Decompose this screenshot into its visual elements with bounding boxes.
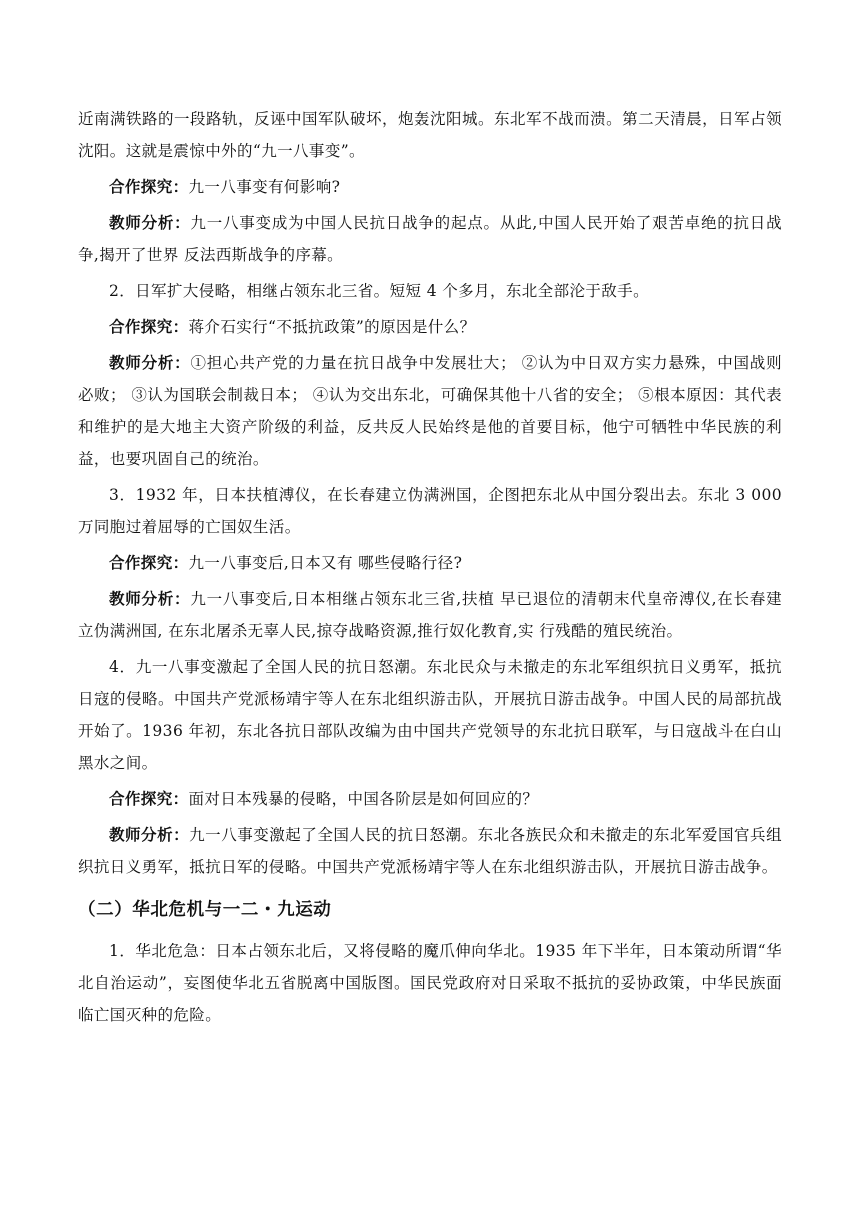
discussion-question [78, 783, 782, 815]
section-heading: （二）华北危机与一二・九运动 [78, 900, 332, 920]
paragraph-text: 九一八事变激起了全国人民的抗日怒潮。东北各族民众和未撤走的东北军爱国官兵组织抗日义勇军，抵抗日军的侵略。中国共产党派杨靖宇等人在东北组织游击队，开展抗日游击战争。 [78, 826, 782, 876]
paragraph-label: 合作探究： [109, 790, 189, 808]
teacher-analysis [78, 347, 782, 475]
teacher-analysis [78, 819, 782, 883]
paragraph-text: 九一八事变成为中国人民抗日战争的起点。从此,中国人民开始了艰苦卓绝的抗日战争,揭开了世界 反法西斯战争的序幕。 [78, 214, 782, 264]
paragraph-label: 合作探究： [109, 554, 189, 572]
teacher-analysis [78, 207, 782, 271]
paragraph-label: 教师分析： [109, 826, 190, 844]
discussion-question [78, 311, 782, 343]
body-paragraph: 近南满铁路的一段路轨，反诬中国军队破坏，炮轰沈阳城。东北军不战而溃。第二天清晨，日军占领沈阳。这就是震惊中外的“九一八事变”。 [78, 110, 782, 160]
paragraph-label: 教师分析： [109, 214, 191, 232]
body-paragraph: 2．日军扩大侵略，相继占领东北三省。短短 4 个多月，东北全部沦于敌手。 [109, 282, 649, 300]
discussion-question [78, 547, 782, 579]
paragraph-text: 九一八事变有何影响? [188, 178, 341, 196]
paragraph-label: 教师分析： [109, 590, 191, 608]
discussion-question [78, 171, 782, 203]
paragraph-text: ①担心共产党的力量在抗日战争中发展壮大； ②认为中日双方实力悬殊，中国战则必败； ③认为国联会制裁日本； ④认为交出东北，可确保其他十八省的安全； ⑤根本原因：其代表和维护的是大地主大资产阶级的利益，反共反人民始终是他的首要目标，他宁可牺牲中华民族的利益，也要巩固自己的统治。 [78, 354, 782, 468]
paragraph-text: 面对日本残暴的侵略，中国各阶层是如何回应的？ [188, 790, 539, 808]
paragraph-label: 合作探究： [109, 178, 189, 196]
body-paragraph: 3．1932 年，日本扶植溥仪，在长春建立伪满洲国，企图把东北从中国分裂出去。东北 3 000 万同胞过着屈辱的亡国奴生活。 [78, 486, 782, 536]
body-paragraph: 1．华北危急：日本占领东北后，又将侵略的魔爪伸向华北。1935 年下半年，日本策动所谓“华北自治运动”，妄图使华北五省脱离中国版图。国民党政府对日采取不抵抗的妥协政策，中华民族面临亡国灭种的危险。 [78, 942, 782, 1024]
paragraph-label: 合作探究： [109, 318, 189, 336]
paragraph-text: 九一八事变后,日本相继占领东北三省,扶植 早已退位的清朝末代皇帝溥仪,在长春建立伪满洲国, 在东北屠杀无辜人民,掠夺战略资源,推行奴化教育,实 行残酷的殖民统治。 [78, 590, 782, 640]
paragraph-label: 教师分析： [109, 354, 191, 372]
body-paragraph: 4．九一八事变激起了全国人民的抗日怒潮。东北民众与未撤走的东北军组织抗日义勇军，抵抗日寇的侵略。中国共产党派杨靖宇等人在东北组织游击队，开展抗日游击战争。中国人民的局部抗战开始了。1936 年初，东北各抗日部队改编为由中国共产党领导的东北抗日联军，与日寇战斗在白山黑水之间。 [78, 658, 782, 772]
paragraph-text: 蒋介石实行“不抵抗政策”的原因是什么？ [188, 318, 476, 336]
paragraph-text: 九一八事变后,日本又有 哪些侵略行径? [188, 554, 463, 572]
teacher-analysis [78, 583, 782, 647]
